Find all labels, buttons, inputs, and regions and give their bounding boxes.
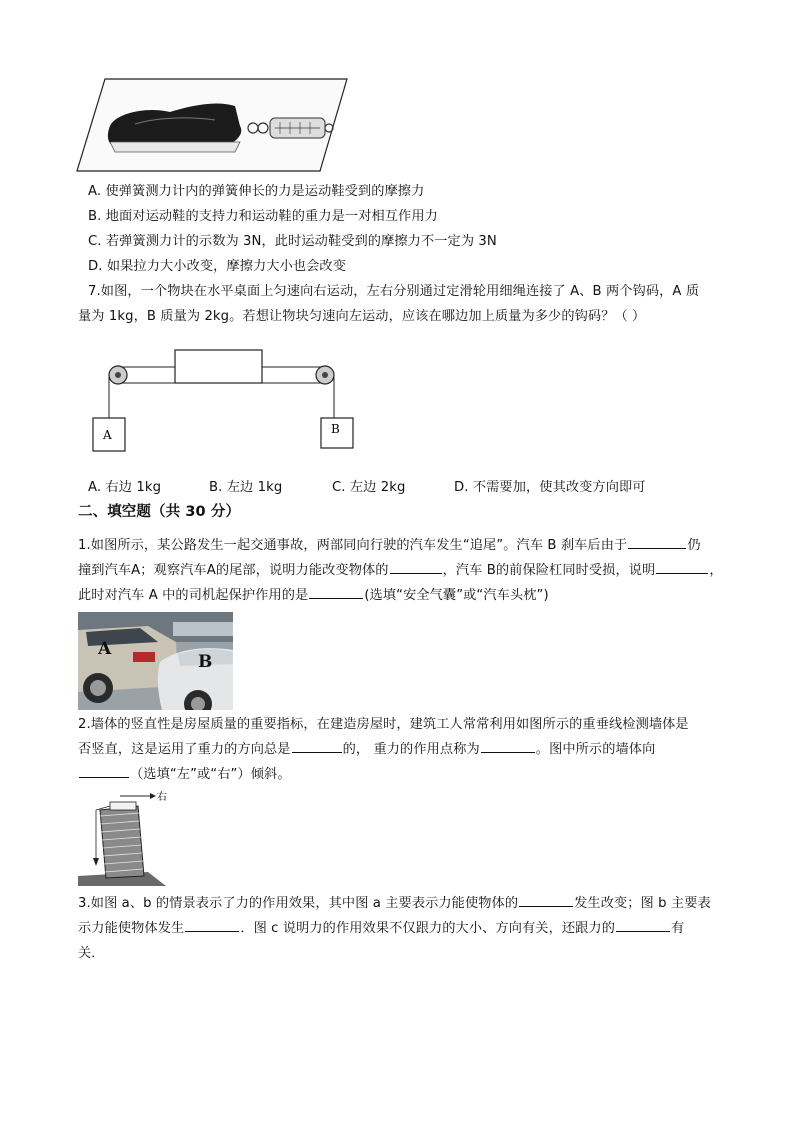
f2-line3 bbox=[78, 765, 291, 785]
section-heading: 二、填空题（共 30 分） bbox=[78, 504, 241, 520]
shoe-spring-scale-figure bbox=[75, 76, 350, 174]
q6-option-c: C. 若弹簧测力计的示数为 3N，此时运动鞋受到的摩擦力不一定为 3N bbox=[88, 234, 497, 249]
f1-text-1b: 仍 bbox=[687, 538, 701, 553]
answer-blank-7[interactable] bbox=[79, 765, 129, 778]
f1-line3 bbox=[78, 586, 549, 606]
wall-plumb-line-figure bbox=[78, 788, 173, 888]
answer-blank-2[interactable] bbox=[390, 561, 442, 574]
f3-text-2a: 示力能使物体发生 bbox=[78, 921, 185, 936]
f1-text-2a: 撞到汽车A；观察汽车A的尾部，说明力能改变物体的 bbox=[78, 563, 389, 578]
f3-text-1a: 3.如图 a、b 的情景表示了力的作用效果，其中图 a 主要表示力能使物体的 bbox=[78, 896, 519, 911]
f1-line1 bbox=[78, 536, 701, 556]
f3-line3: 关． bbox=[78, 946, 105, 961]
answer-blank-9[interactable] bbox=[185, 919, 239, 932]
q6-option-d: D. 如果拉力大小改变，摩擦力大小也会改变 bbox=[88, 259, 347, 274]
f2-text-2c: 。图中所示的墙体向 bbox=[535, 742, 656, 757]
f2-text-2a: 否竖直，这是运用了重力的方向总是 bbox=[78, 742, 291, 757]
direction-label: 右 bbox=[157, 792, 167, 803]
car-rear-end-photo bbox=[78, 612, 233, 710]
f2-line2 bbox=[78, 740, 655, 760]
f1-text-3a: 此时对汽车 A 中的司机起保护作用的是 bbox=[78, 588, 309, 603]
weight-b-label: B bbox=[331, 422, 340, 436]
f2-line1: 2.墙体的竖直性是房屋质量的重要指标，在建造房屋时，建筑工人常常利用如图所示的重垂线检测墙体是 bbox=[78, 717, 689, 732]
q7-stem-line1: 7.如图，一个物块在水平桌面上匀速向右运动，左右分别通过定滑轮用细绳连接了 A、B 两个钩码，A 质 bbox=[88, 284, 700, 299]
answer-blank-5[interactable] bbox=[292, 740, 342, 753]
answer-blank-3[interactable] bbox=[656, 561, 708, 574]
f1-text-2b: ，汽车 B的前保险杠同时受损，说明 bbox=[442, 563, 656, 578]
f3-line2 bbox=[78, 919, 684, 939]
f1-text-1a: 1.如图所示，某公路发生一起交通事故，两部同向行驶的汽车发生“追尾”。汽车 B 刹车后由于 bbox=[78, 538, 628, 553]
f1-line2 bbox=[78, 561, 723, 581]
q6-option-a: A. 使弹簧测力计内的弹簧伸长的力是运动鞋受到的摩擦力 bbox=[88, 184, 425, 199]
q7-option-c: C. 左边 2kg bbox=[332, 480, 406, 495]
f2-text-2b: 的， 重力的作用点称为 bbox=[342, 742, 480, 757]
answer-blank-10[interactable] bbox=[616, 919, 670, 932]
car-a-label: A bbox=[98, 639, 112, 659]
car-b-label: B bbox=[198, 652, 213, 672]
f1-text-2c: ， bbox=[709, 563, 723, 578]
answer-blank-4[interactable] bbox=[309, 586, 363, 599]
f3-text-2b: ．图 c 说明力的作用效果不仅跟力的大小、方向有关，还跟力的 bbox=[240, 921, 616, 936]
weight-a-label: A bbox=[103, 428, 112, 442]
pulley-block-figure bbox=[90, 345, 360, 455]
f3-text-1b: 发生改变；图 b 主要表 bbox=[574, 896, 711, 911]
q7-option-d: D. 不需要加，使其改变方向即可 bbox=[454, 480, 646, 495]
f3-line1 bbox=[78, 894, 711, 914]
q7-option-b: B. 左边 1kg bbox=[209, 480, 283, 495]
f1-text-3b: (选填“安全气囊”或“汽车头枕”) bbox=[364, 588, 549, 603]
f3-text-2c: 有 bbox=[671, 921, 685, 936]
answer-blank-1[interactable] bbox=[628, 536, 686, 549]
answer-blank-6[interactable] bbox=[481, 740, 535, 753]
f2-text-3b: （选填“左”或“右”）倾斜。 bbox=[130, 767, 291, 782]
q7-option-a: A. 右边 1kg bbox=[88, 480, 162, 495]
answer-blank-8[interactable] bbox=[519, 894, 573, 907]
q7-stem-line2: 量为 1kg，B 质量为 2kg。若想让物块匀速向左运动，应该在哪边加上质量为多少的钩码？（ ） bbox=[78, 309, 646, 324]
q6-option-b: B. 地面对运动鞋的支持力和运动鞋的重力是一对相互作用力 bbox=[88, 209, 438, 224]
